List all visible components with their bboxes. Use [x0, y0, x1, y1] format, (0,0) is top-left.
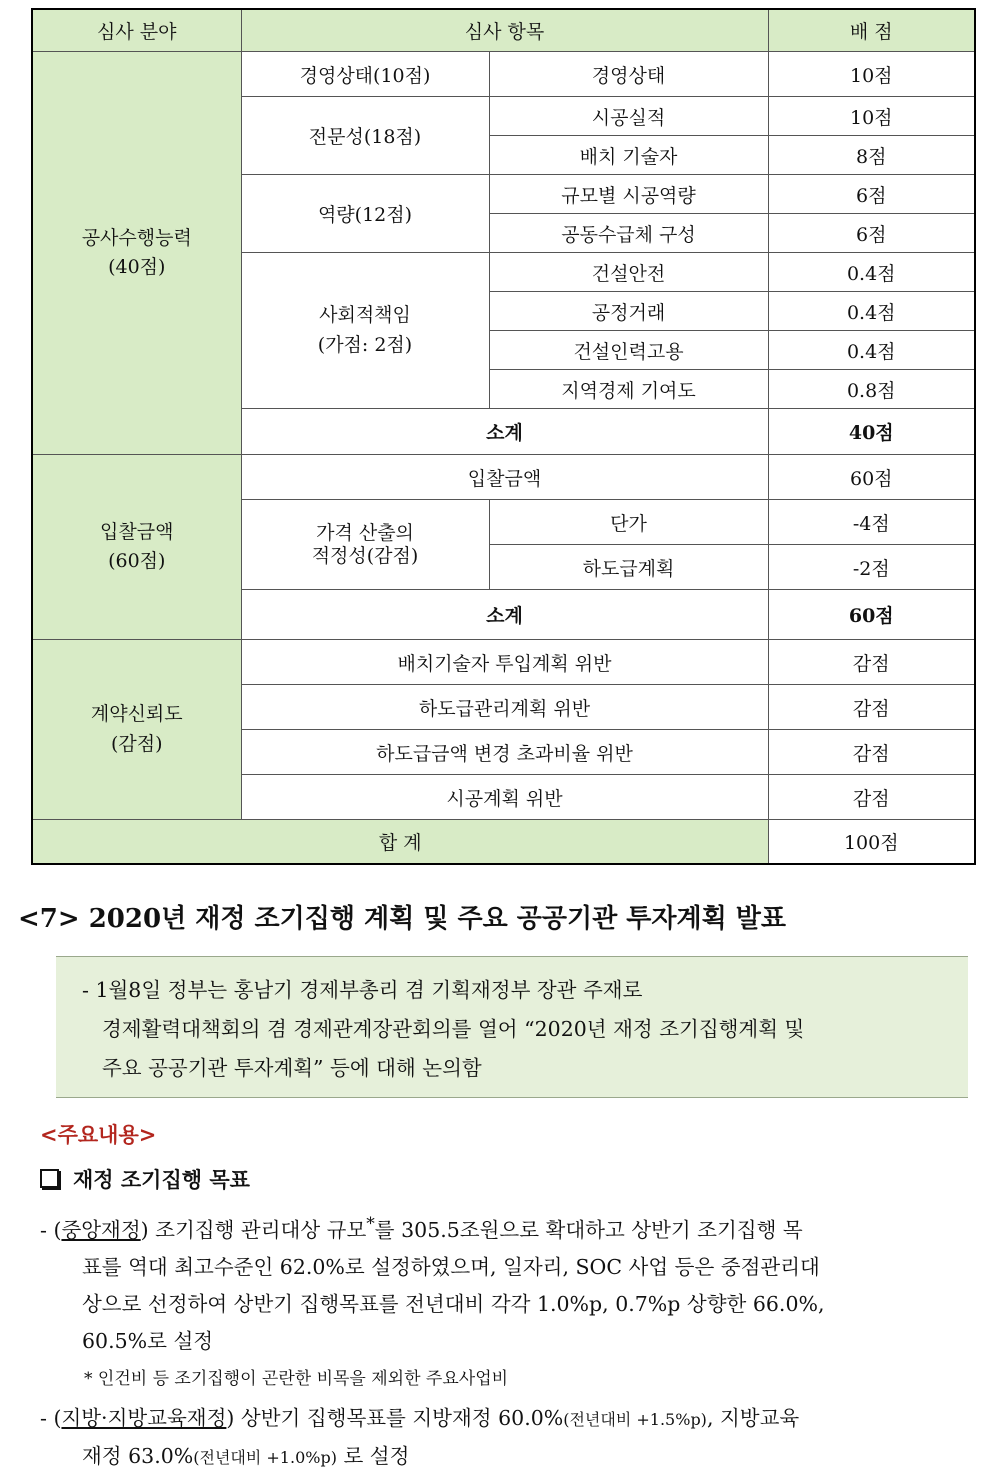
- item-cell: 규모별 시공역량: [489, 175, 768, 214]
- item-cell: 단가: [489, 500, 768, 545]
- category-cell: 경영상태(10점): [241, 52, 489, 97]
- score-cell: 6점: [768, 214, 975, 253]
- field-points: (감점): [110, 732, 163, 755]
- score-cell: 8점: [768, 136, 975, 175]
- category-label: 사회적책임: [319, 304, 411, 327]
- field-contract: [32, 640, 241, 820]
- score-cell: 감점: [768, 640, 975, 685]
- item-cell: 지역경제 기여도: [489, 370, 768, 409]
- score-cell: 60점: [768, 455, 975, 500]
- para-line: [40, 1400, 988, 1438]
- score-table: [31, 8, 976, 865]
- text-small: (전년대비 +1.5%p): [563, 1410, 707, 1429]
- field-bid: [32, 455, 241, 640]
- subtotal-score: 40점: [768, 409, 975, 455]
- score-cell: 0.4점: [768, 253, 975, 292]
- item-cell: 하도급금액 변경 초과비율 위반: [241, 730, 768, 775]
- category-cell: [241, 500, 489, 590]
- score-cell: 10점: [768, 97, 975, 136]
- category-cell: [241, 253, 489, 409]
- header-item: 심사 항목: [241, 9, 768, 52]
- item-cell: 시공계획 위반: [241, 775, 768, 820]
- item-cell: 건설인력고용: [489, 331, 768, 370]
- category-label-2: 적정성(감점): [311, 544, 419, 567]
- item-cell: 건설안전: [489, 253, 768, 292]
- table-row: [32, 52, 975, 97]
- header-field: 심사 분야: [32, 9, 241, 52]
- term-central: 중앙재정: [61, 1217, 141, 1242]
- item-cell: 배치 기술자: [489, 136, 768, 175]
- table-header-row: [32, 9, 975, 52]
- score-cell: -4점: [768, 500, 975, 545]
- para-line: 상으로 선정하여 상반기 집행목표를 전년대비 각각 1.0%p, 0.7%p 상향한 66.0%,: [82, 1291, 825, 1316]
- header-score: 배 점: [768, 9, 975, 52]
- para-line: 60.5%로 설정: [82, 1328, 214, 1353]
- total-score: 100점: [768, 820, 975, 864]
- field-points: (40점): [108, 256, 166, 278]
- footnote: * 인건비 등 조기집행이 곤란한 비목을 제외한 주요사업비: [84, 1369, 509, 1389]
- dash: - (: [40, 1217, 62, 1242]
- category-cell: 역량(12점): [241, 175, 489, 253]
- text: 재정 63.0%: [82, 1444, 194, 1468]
- score-cell: 0.8점: [768, 370, 975, 409]
- score-cell: 6점: [768, 175, 975, 214]
- score-cell: 감점: [768, 775, 975, 820]
- score-cell: 감점: [768, 685, 975, 730]
- category-cell: 전문성(18점): [241, 97, 489, 175]
- term-local: 지방·지방교육재정: [61, 1406, 227, 1430]
- summary-box: [56, 956, 968, 1098]
- item-cell: 입찰금액: [241, 455, 768, 500]
- category-label: 가격 산출의: [316, 521, 414, 544]
- score-cell: 0.4점: [768, 331, 975, 370]
- text-small: (전년대비 +1.0%p): [193, 1448, 337, 1467]
- score-cell: 감점: [768, 730, 975, 775]
- text: 를 305.5조원으로 확대하고 상반기 조기집행 목: [374, 1217, 803, 1242]
- item-cell: 공동수급체 구성: [489, 214, 768, 253]
- field-label: 계약신뢰도: [90, 703, 183, 726]
- total-label: 합 계: [32, 820, 768, 864]
- score-cell: 10점: [768, 52, 975, 97]
- para-line: [40, 1438, 988, 1476]
- para-line: 표를 역대 최고수준인 62.0%로 설정하였으며, 일자리, SOC 사업 등은 중점관리대: [82, 1254, 820, 1279]
- summary-line: 경제활력대책회의 겸 경제관계장관회의를 열어 “2020년 재정 조기집행계획 및: [102, 1017, 805, 1041]
- footnote-mark: *: [366, 1214, 375, 1234]
- para-line: [40, 1206, 988, 1249]
- text: 로 설정: [336, 1444, 410, 1468]
- subtotal-label: 소계: [241, 590, 768, 640]
- local-finance-paragraph: [40, 1400, 988, 1476]
- table-row: [32, 455, 975, 500]
- field-label: 입찰금액: [100, 520, 174, 543]
- dash: - (: [40, 1406, 62, 1430]
- subtotal-label: 소계: [241, 409, 768, 455]
- score-cell: 0.4점: [768, 292, 975, 331]
- text: , 지방교육: [706, 1406, 800, 1430]
- item-cell: 배치기술자 투입계획 위반: [241, 640, 768, 685]
- checkbox-bullet-icon: [40, 1169, 59, 1188]
- item-cell: 하도급관리계획 위반: [241, 685, 768, 730]
- subtotal-score: 60점: [768, 590, 975, 640]
- field-points: (60점): [108, 550, 166, 572]
- category-points: (가점: 2점): [317, 333, 413, 356]
- section-title: <7> 2020년 재정 조기집행 계획 및 주요 공공기관 투자계획 발표: [18, 904, 787, 934]
- item-cell: 공정거래: [489, 292, 768, 331]
- text: ) 조기집행 관리대상 규모: [140, 1217, 367, 1242]
- main-content-heading: <주요내용>: [40, 1122, 157, 1147]
- score-cell: -2점: [768, 545, 975, 590]
- item-cell: 경영상태: [489, 52, 768, 97]
- central-finance-paragraph: [40, 1206, 988, 1360]
- field-construction: [32, 52, 241, 455]
- field-label: 공사수행능력: [81, 226, 192, 249]
- target-heading: [40, 1164, 250, 1194]
- summary-line: - 1월8일 정부는 홍남기 경제부총리 겸 기획재정부 장관 주재로: [82, 978, 643, 1002]
- item-cell: 하도급계획: [489, 545, 768, 590]
- table-row: [32, 640, 975, 685]
- summary-line: 주요 공공기관 투자계획” 등에 대해 논의함: [102, 1056, 482, 1080]
- target-heading-text: 재정 조기집행 목표: [73, 1167, 250, 1192]
- item-cell: 시공실적: [489, 97, 768, 136]
- total-row: [32, 820, 975, 864]
- text: ) 상반기 집행목표를 지방재정 60.0%: [226, 1406, 564, 1430]
